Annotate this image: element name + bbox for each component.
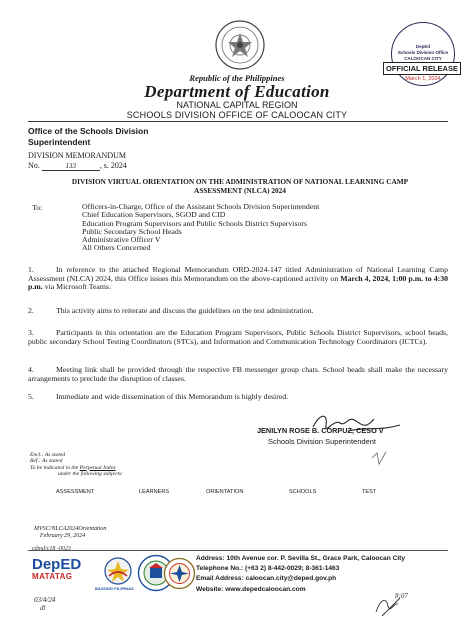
- subject-item: SCHOOLS: [289, 489, 317, 495]
- email-value: caloocan.city@deped.gov.ph: [245, 575, 337, 583]
- subject-item: TEST: [362, 489, 377, 495]
- address-label: Address:: [196, 555, 225, 562]
- handwritten-date: 03/4/24: [34, 596, 56, 604]
- memo-series: , s. 2024: [99, 161, 127, 170]
- file-reference: [34, 526, 106, 540]
- region-name: NATIONAL CAPITAL REGION: [176, 100, 298, 110]
- recipient-item: Officers-in-Charge, Office of the Assistant Schools Division Superintendent: [82, 202, 320, 211]
- stamp-date: March 1, 2024: [405, 76, 441, 82]
- address-value: 10th Avenue cor. P. Sevilla St., Grace Park, Caloocan City: [226, 555, 406, 562]
- enclosure-line: Encl.: As stated: [30, 452, 66, 458]
- deped-seal-icon: [215, 20, 265, 70]
- recipient-item: Chief Education Supervisors, SGOD and CID: [82, 210, 226, 220]
- paragraph-2: [28, 307, 448, 316]
- matatag-wordmark: MATATAG: [32, 572, 73, 581]
- bagong-pilipinas-icon: [103, 556, 133, 586]
- stamp-city: CALOOCAN CITY: [404, 56, 442, 61]
- memo-label: DIVISION MEMORANDUM: [28, 151, 126, 160]
- division-seal-icon: [163, 557, 196, 590]
- paragraph-text: This activity aims to reiterate and discuss the guidelines on the test administration.: [56, 306, 314, 315]
- handwritten-date-note: [34, 596, 55, 612]
- recipient-item: Education Program Supervisors and Public Schools District Supervisors: [82, 218, 308, 228]
- activity-schedule: March 4, 2024, 1:00 p.m. to 4:30 p.m.: [28, 273, 448, 291]
- subject-item: ASSESSMENT: [56, 489, 95, 495]
- official-release-stamp: [383, 22, 463, 98]
- to-label: To:: [32, 203, 43, 212]
- paragraph-text-end: via Microsoft Teams.: [44, 282, 111, 291]
- subject-item: LEARNERS: [139, 489, 170, 495]
- handwritten-initials: dl: [40, 604, 46, 612]
- memo-title: DIVISION VIRTUAL ORIENTATION ON THE ADMINISTRATION OF NATIONAL LEARNING CAMP ASSESSMENT (NLCA) 2024: [71, 177, 409, 196]
- paragraph-1: [28, 266, 448, 292]
- contact-info: [196, 554, 405, 595]
- subjects-intro: under the following subjects:: [58, 470, 124, 477]
- address-line: [196, 554, 405, 564]
- paragraph-number: 4.: [28, 365, 34, 374]
- stamp-label: OFFICIAL RELEASE: [383, 62, 461, 75]
- footer-divider: [28, 550, 448, 551]
- memo-number: 133: [42, 162, 100, 171]
- enclosure-block: [30, 452, 123, 477]
- paragraph-number: 1.: [28, 265, 34, 274]
- email-label: Email Address:: [196, 575, 244, 583]
- issuing-office: Office of the Schools Division Superintendent: [28, 126, 149, 147]
- department-name: Department of Education: [144, 82, 330, 101]
- subject-item: ORIENTATION: [206, 489, 244, 495]
- paragraph-text: In reference to the attached Regional Memorandum ORD-2024-147 titled Administration of National Learning Camp Assessment (NLCA) 2024, this Office issues this Memorandum on the above-captioned activity on: [28, 265, 448, 283]
- website-label: Website:: [196, 585, 224, 593]
- recipient-list: [82, 203, 319, 253]
- paragraph-number: 5.: [28, 392, 34, 401]
- paragraph-number: 2.: [28, 306, 34, 315]
- recipient-item: Public Secondary School Heads: [82, 226, 182, 236]
- telephone-value: (+63 2) 8-442-0029; 8-361-1463: [244, 565, 340, 573]
- paragraph-text: Immediate and wide dissemination of this Memorandum is highly desired.: [56, 392, 289, 401]
- handwritten-time: 8:07: [395, 592, 408, 600]
- division-office-name: SCHOOLS DIVISION OFFICE OF CALOOCAN CITY: [126, 110, 348, 120]
- website-value: www.depedcaloocan.com: [225, 585, 306, 593]
- stamp-office: Schools Division Office: [397, 50, 449, 55]
- recipient-item: Administrative Officer V: [82, 235, 161, 245]
- paragraph-number: 3.: [28, 328, 34, 337]
- deped-wordmark: DepED: [32, 556, 82, 573]
- stamp-agency: DepEd: [415, 44, 431, 49]
- email-line: [196, 574, 405, 584]
- signatory-title: Schools Division Superintendent: [268, 437, 376, 446]
- bagong-pilipinas-label: BAGONG PILIPINAS: [95, 586, 134, 591]
- paragraph-text: Participants in this orientation are the Education Program Supervisors, Public Schools District Supervisors, school heads, public secondary School Testing Coordinators (STCs), and Information and Communication Technology Coordinators (ICTCs).: [28, 328, 448, 346]
- memo-number-line: [28, 161, 127, 171]
- paragraph-text: Meeting link shall be provided through the respective FB messenger group chats. School heads shall make the necessary arrangements to preclude the disruption of classes.: [28, 365, 448, 383]
- reference-line: Ref.: As stated: [30, 458, 63, 465]
- telephone-line: [196, 564, 405, 574]
- perpetual-index-label: Perpetual Index: [79, 464, 116, 471]
- file-date: February 29, 2024: [40, 533, 86, 539]
- index-line: [30, 465, 123, 471]
- file-code: MVSC/NLCA2024Orientation: [34, 526, 107, 532]
- republic-line: Republic of the Philippines: [189, 73, 285, 83]
- memo-no-prefix: No.: [28, 161, 40, 170]
- handwritten-reference: cdmd/c18 -0023: [32, 546, 71, 552]
- paragraph-5: [28, 393, 448, 402]
- deped-matatag-logo: [32, 556, 81, 581]
- header-divider: [28, 121, 448, 122]
- recipient-item: All Others Concerned: [82, 243, 151, 253]
- index-prefix: To be indicated in the: [30, 464, 80, 471]
- telephone-label: Telephone No.:: [196, 565, 244, 573]
- signatory-name: JENILYN ROSE B. CORPUZ, CESO V: [257, 426, 384, 435]
- paragraph-4: [28, 366, 448, 383]
- check-mark-icon: [370, 450, 388, 466]
- paragraph-3: [28, 329, 448, 346]
